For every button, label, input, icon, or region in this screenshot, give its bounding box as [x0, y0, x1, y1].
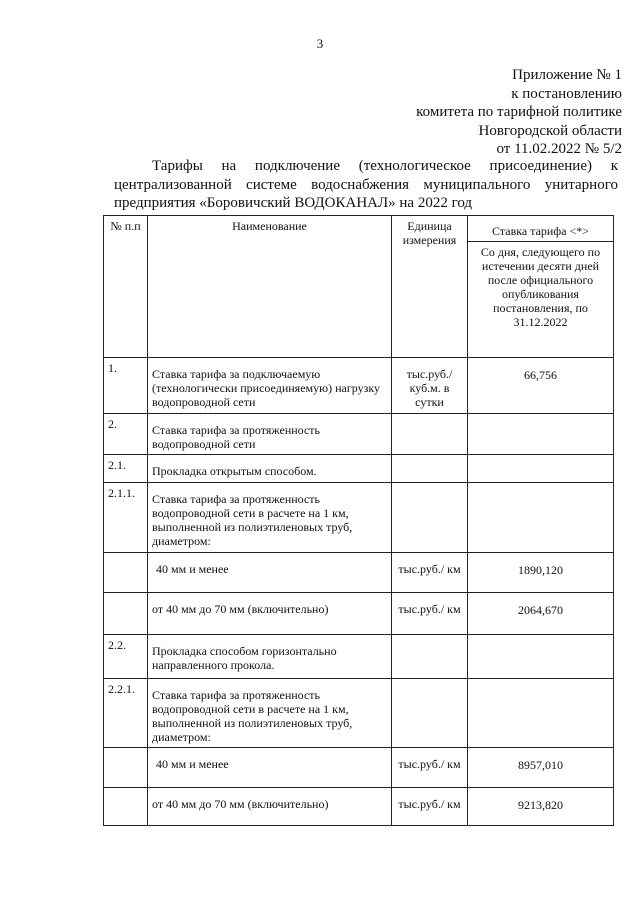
row-name: Ставка тарифа за подключаемую (технологически присоединяемую) нагрузку водопроводной сети: [148, 358, 392, 414]
header-rate: Ставка тарифа <*>: [468, 216, 614, 242]
tariff-table: [103, 215, 614, 826]
appendix-line: от 11.02.2022 № 5/2: [496, 141, 622, 157]
row-num: 2.2.: [104, 635, 148, 679]
page-number: 3: [316, 36, 324, 51]
row-rate: [468, 455, 614, 483]
row-unit: [392, 635, 468, 679]
appendix-line: к постановлению: [511, 85, 622, 102]
appendix-line: комитета по тарифной политике: [416, 104, 622, 120]
row-unit: тыс.руб./ км: [392, 748, 468, 788]
row-name: 40 мм и менее: [148, 748, 392, 788]
row-name: Ставка тарифа за протяженность водопроводной сети: [148, 414, 392, 455]
table-row: [104, 455, 614, 483]
row-unit: тыс.руб./ куб.м. в сутки: [392, 358, 468, 414]
row-num: [104, 748, 148, 788]
row-rate: 8957,010: [468, 748, 614, 788]
document-title: Тарифы на подключение (технологическое присоединение) к централизованной системе водоснабжения муниципального унитарного предприятия «Боровичский ВОДОКАНАЛ» на 2022 год: [114, 158, 618, 211]
header-unit: Единица измерения: [392, 216, 468, 358]
table-row: [104, 593, 614, 635]
row-num: 2.2.1.: [104, 679, 148, 748]
row-rate: [468, 679, 614, 748]
row-num: 2.1.1.: [104, 483, 148, 553]
row-name: от 40 мм до 70 мм (включительно): [148, 788, 392, 826]
row-name: 40 мм и менее: [148, 553, 392, 593]
row-unit: тыс.руб./ км: [392, 593, 468, 635]
table-row: [104, 414, 614, 455]
row-unit: [392, 679, 468, 748]
header-num: № п.п: [104, 216, 148, 358]
table-row: [104, 358, 614, 414]
row-rate: [468, 483, 614, 553]
row-unit: [392, 483, 468, 553]
row-name: от 40 мм до 70 мм (включительно): [148, 593, 392, 635]
row-rate: [468, 635, 614, 679]
table-row: [104, 483, 614, 553]
table-row: [104, 788, 614, 826]
row-rate: 66,756: [468, 358, 614, 414]
row-name: Прокладка открытым способом.: [148, 455, 392, 483]
row-num: [104, 553, 148, 593]
row-name: Ставка тарифа за протяженность водопроводной сети в расчете на 1 км, выполненной из полиэтиленовых труб, диаметром:: [148, 483, 392, 553]
appendix-header: [416, 66, 622, 159]
row-unit: [392, 414, 468, 455]
row-num: [104, 593, 148, 635]
row-unit: тыс.руб./ км: [392, 553, 468, 593]
row-rate: [468, 414, 614, 455]
row-unit: [392, 455, 468, 483]
row-rate: 9213,820: [468, 788, 614, 826]
appendix-line: Приложение № 1: [512, 67, 622, 83]
row-num: 2.1.: [104, 455, 148, 483]
row-rate: 2064,670: [468, 593, 614, 635]
table-row: [104, 679, 614, 748]
appendix-line: Новгородской области: [478, 122, 622, 139]
row-rate: 1890,120: [468, 553, 614, 593]
table-row: [104, 748, 614, 788]
row-num: 1.: [104, 358, 148, 414]
header-rate-period: Со дня, следующего по истечении десяти дней после официального опубликования постановления, по 31.12.2022: [468, 242, 614, 358]
row-unit: тыс.руб./ км: [392, 788, 468, 826]
header-name: Наименование: [148, 216, 392, 358]
table-row: [104, 553, 614, 593]
row-num: [104, 788, 148, 826]
row-name: Прокладка способом горизонтально направленного прокола.: [148, 635, 392, 679]
row-num: 2.: [104, 414, 148, 455]
row-name: Ставка тарифа за протяженность водопроводной сети в расчете на 1 км, выполненной из полиэтиленовых труб, диаметром:: [148, 679, 392, 748]
table-row: [104, 635, 614, 679]
